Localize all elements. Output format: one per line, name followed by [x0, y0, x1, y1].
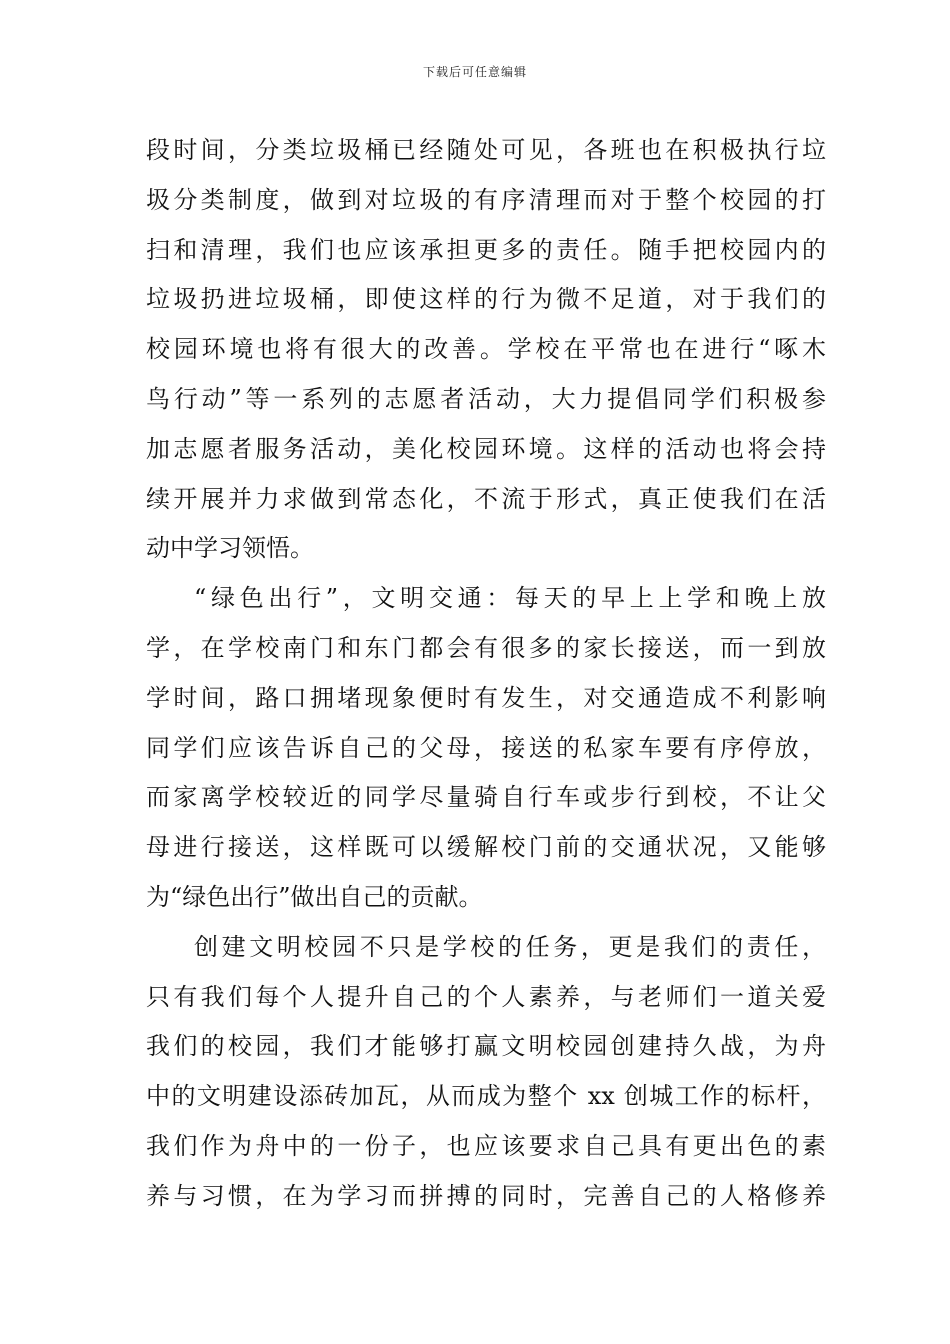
text-line: 校园环境也将有很大的改善。学校在平常也在进行“啄木	[146, 335, 826, 364]
text-line: 我们作为舟中的一份子，也应该要求自己具有更出色的素	[146, 1131, 826, 1160]
text-line: 同学们应该告诉自己的父母，接送的私家车要有序停放，	[146, 733, 826, 762]
text-line: 创建文明校园不只是学校的任务，更是我们的责任，	[194, 932, 826, 961]
document-body	[146, 126, 826, 1222]
text-line: “绿色出行”，文明交通：每天的早上上学和晚上放	[194, 584, 826, 613]
text-line: 我们的校园，我们才能够打赢文明校园创建持久战，为舟	[146, 1032, 826, 1061]
text-line: 圾分类制度，做到对垃圾的有序清理而对于整个校园的打	[146, 185, 826, 214]
text-line: 母进行接送，这样既可以缓解校门前的交通状况，又能够	[146, 833, 826, 862]
text-line: 中的文明建设添砖加瓦，从而成为整个 xx 创城工作的标杆，	[146, 1082, 826, 1111]
text-line: 垃圾扔进垃圾桶，即使这样的行为微不足道，对于我们的	[146, 285, 826, 314]
text-line: 而家离学校较近的同学尽量骑自行车或步行到校，不让父	[146, 783, 826, 812]
text-line: 学，在学校南门和东门都会有很多的家长接送，而一到放	[146, 633, 826, 662]
text-line: 只有我们每个人提升自己的个人素养，与老师们一道关爱	[146, 982, 826, 1011]
text-line: 加志愿者服务活动，美化校园环境。这样的活动也将会持	[146, 434, 826, 463]
text-line: 动中学习领悟。	[146, 534, 314, 563]
text-line: 学时间，路口拥堵现象便时有发生，对交通造成不利影响	[146, 683, 826, 712]
text-line: 养与习惯，在为学习而拼搏的同时，完善自己的人格修养	[146, 1181, 826, 1210]
text-line: 为“绿色出行”做出自己的贡献。	[146, 882, 483, 911]
text-line: 续开展并力求做到常态化，不流于形式，真正使我们在活	[146, 484, 826, 513]
text-line: 鸟行动”等一系列的志愿者活动，大力提倡同学们积极参	[146, 384, 826, 413]
text-line: 扫和清理，我们也应该承担更多的责任。随手把校园内的	[146, 235, 826, 264]
page-header: 下载后可任意编辑	[422, 65, 527, 79]
text-line: 段时间，分类垃圾桶已经随处可见，各班也在积极执行垃	[146, 136, 826, 164]
